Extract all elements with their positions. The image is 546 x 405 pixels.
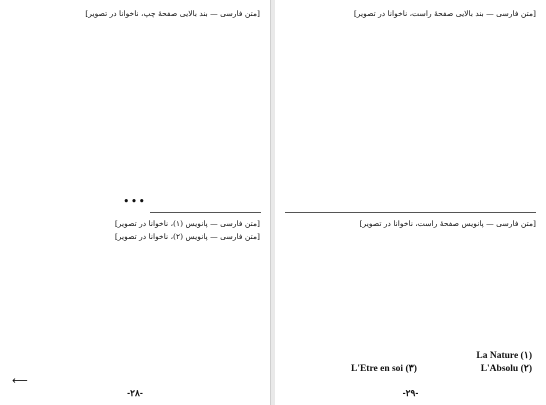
- left-top-paragraph: [10, 8, 260, 183]
- left-top-text: [متن فارسی — بند بالایی صفحهٔ چپ، ناخوانا در تصویر]: [85, 9, 260, 18]
- footnote-term-la-nature: La Nature (۱): [476, 351, 532, 361]
- right-top-paragraph: [285, 8, 536, 204]
- section-separator: •••: [123, 197, 147, 207]
- left-footnote-2: [متن فارسی — پانویس (۲)، ناخوانا در تصویر]: [114, 232, 260, 242]
- right-page: [275, 0, 546, 405]
- right-page-number: -۲۹-: [402, 388, 419, 398]
- left-page-number: -۲۸-: [127, 388, 143, 398]
- footnote-rule-right: [285, 212, 536, 213]
- footnote-rule: [150, 212, 261, 213]
- left-footnotes: [10, 218, 260, 368]
- right-footnote-text: [متن فارسی — پانویس صفحهٔ راست، ناخوانا در تصویر]: [359, 219, 536, 228]
- left-page: [0, 0, 271, 405]
- footnote-term-labsolu: L'Absolu (۲): [480, 364, 532, 374]
- left-footnote-1: [متن فارسی — پانویس (۱)، ناخوانا در تصویر]: [114, 219, 260, 228]
- footnote-term-letre-en-soi: L'Etre en soi (۳): [351, 364, 417, 374]
- continue-arrow-icon: ⟵: [12, 374, 28, 387]
- right-footnotes: [285, 218, 536, 343]
- right-top-text: [متن فارسی — بند بالایی صفحهٔ راست، ناخوانا در تصویر]: [353, 9, 536, 18]
